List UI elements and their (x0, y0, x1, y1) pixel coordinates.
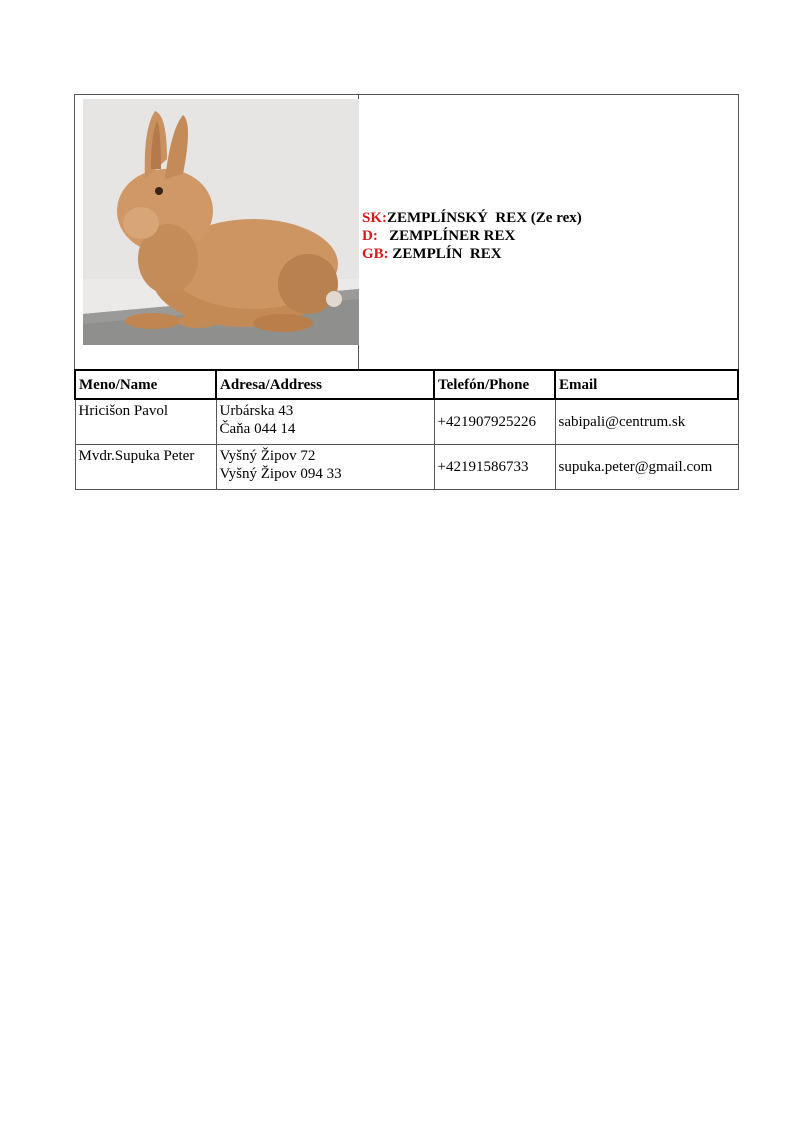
name-line-gb (362, 245, 738, 263)
breed-header (74, 94, 739, 369)
column-header-phone: Telefón/Phone (434, 370, 555, 399)
name-line-d (362, 227, 738, 245)
cell-email[interactable]: supuka.peter@gmail.com (555, 445, 738, 490)
breed-card (74, 94, 739, 490)
breed-name-gb: ZEMPLÍN REX (388, 246, 502, 262)
address-line: Vyšný Žipov 72 (219, 448, 316, 464)
lang-code-d: D: (362, 228, 378, 244)
cell-phone: +421907925226 (434, 399, 555, 445)
address-line: Čaňa 044 14 (219, 421, 296, 437)
cell-address (216, 399, 434, 445)
column-header-email: Email (555, 370, 738, 399)
cell-address (216, 445, 434, 490)
table-row (75, 399, 738, 445)
lang-code-gb: GB: (362, 246, 389, 262)
breed-name-d: ZEMPLÍNER REX (377, 228, 516, 244)
photo-cell (75, 95, 359, 369)
breeder-table (74, 369, 739, 490)
cell-name: Hricišon Pavol (75, 399, 216, 445)
breed-name-sk: ZEMPLÍNSKÝ REX (Ze rex) (387, 210, 582, 226)
column-header-name: Meno/Name (75, 370, 216, 399)
rabbit-photo (83, 99, 359, 345)
table-header-row (75, 370, 738, 399)
column-header-address: Adresa/Address (216, 370, 434, 399)
address-line: Vyšný Žipov 094 33 (219, 466, 342, 482)
lang-code-sk: SK: (362, 210, 388, 226)
address-line: Urbárska 43 (219, 403, 294, 419)
cell-email[interactable]: sabipali@centrum.sk (555, 399, 738, 445)
breed-names (359, 95, 738, 369)
cell-name: Mvdr.Supuka Peter (75, 445, 216, 490)
name-line-sk (362, 209, 738, 227)
table-row (75, 445, 738, 490)
cell-phone: +42191586733 (434, 445, 555, 490)
